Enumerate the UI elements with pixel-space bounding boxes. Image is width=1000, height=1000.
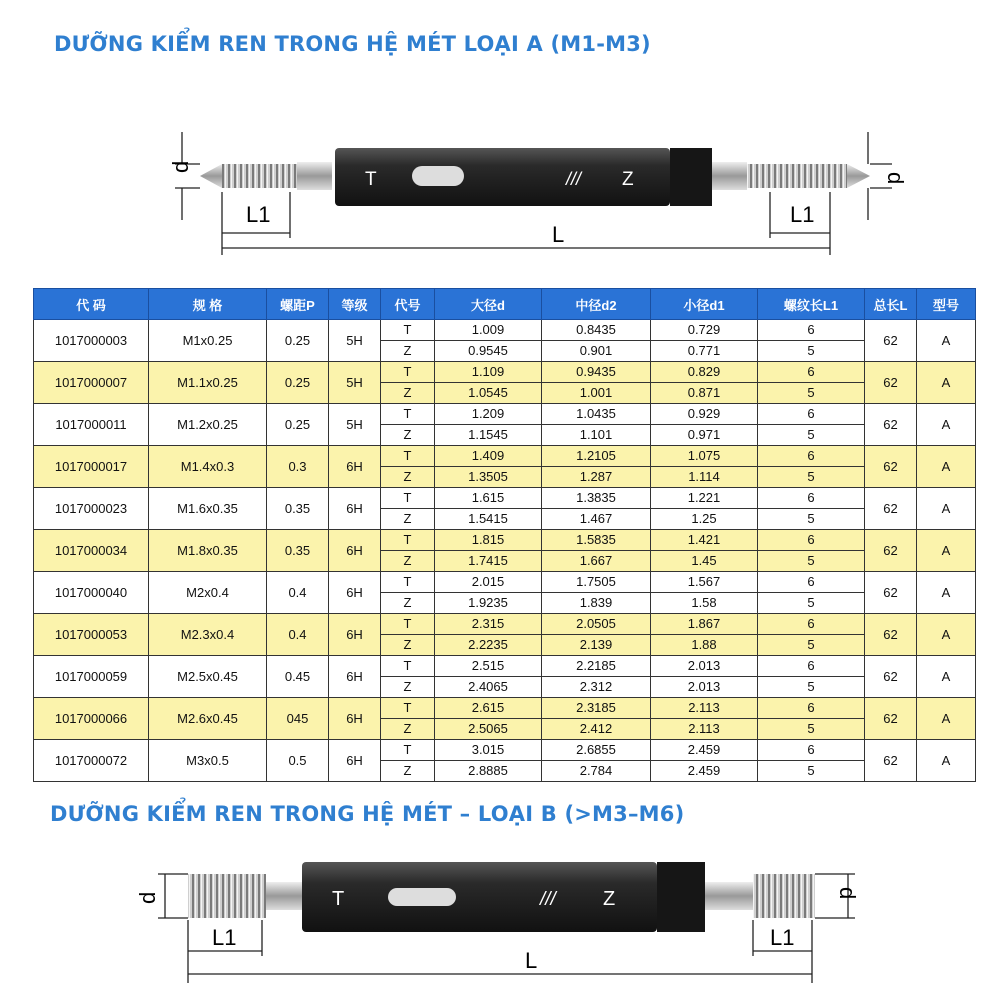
pitch-diameter-cell: 1.667 bbox=[542, 551, 651, 572]
pitch-diameter-cell: 1.7505 bbox=[542, 572, 651, 593]
total-length-cell: 62 bbox=[865, 446, 917, 488]
major-diameter-cell: 1.0545 bbox=[435, 383, 542, 404]
code-cell: 1017000007 bbox=[34, 362, 149, 404]
pitch-diameter-cell: 2.412 bbox=[542, 719, 651, 740]
code-cell: 1017000034 bbox=[34, 530, 149, 572]
designator-cell: T bbox=[381, 698, 435, 719]
major-diameter-cell: 1.815 bbox=[435, 530, 542, 551]
designator-cell: T bbox=[381, 572, 435, 593]
code-cell: 1017000023 bbox=[34, 488, 149, 530]
table-row bbox=[34, 698, 976, 719]
thread-length-cell: 5 bbox=[758, 551, 865, 572]
thread-length-cell: 6 bbox=[758, 530, 865, 551]
thread-length-cell: 6 bbox=[758, 572, 865, 593]
spec-cell: M3x0.5 bbox=[149, 740, 267, 782]
table-row bbox=[34, 740, 976, 761]
go-end-label: T bbox=[365, 169, 377, 190]
total-length-cell: 62 bbox=[865, 530, 917, 572]
pitch-cell: 0.45 bbox=[267, 656, 329, 698]
column-header: 代 码 bbox=[34, 289, 149, 320]
thread-length-cell: 6 bbox=[758, 656, 865, 677]
diameter-label-left: d bbox=[135, 891, 160, 904]
type-cell: A bbox=[917, 404, 976, 446]
major-diameter-cell: 2.4065 bbox=[435, 677, 542, 698]
thread-length-label-right: L1 bbox=[770, 925, 795, 950]
major-diameter-cell: 0.9545 bbox=[435, 341, 542, 362]
nogo-end-label: Z bbox=[622, 169, 634, 190]
nogo-end-label: Z bbox=[603, 888, 616, 910]
thread-length-cell: 5 bbox=[758, 341, 865, 362]
designator-cell: T bbox=[381, 530, 435, 551]
spec-cell: M1.6x0.35 bbox=[149, 488, 267, 530]
major-diameter-cell: 2.8885 bbox=[435, 761, 542, 782]
major-diameter-cell: 2.515 bbox=[435, 656, 542, 677]
minor-diameter-cell: 2.113 bbox=[651, 719, 758, 740]
thread-length-cell: 5 bbox=[758, 719, 865, 740]
major-diameter-cell: 1.3505 bbox=[435, 467, 542, 488]
pitch-cell: 0.25 bbox=[267, 362, 329, 404]
grade-cell: 6H bbox=[329, 698, 381, 740]
minor-diameter-cell: 0.971 bbox=[651, 425, 758, 446]
minor-diameter-cell: 1.421 bbox=[651, 530, 758, 551]
major-diameter-cell: 1.9235 bbox=[435, 593, 542, 614]
column-header: 螺距P bbox=[267, 289, 329, 320]
major-diameter-cell: 1.209 bbox=[435, 404, 542, 425]
thread-length-cell: 5 bbox=[758, 467, 865, 488]
diameter-label-left: d bbox=[168, 160, 193, 173]
table-row bbox=[34, 530, 976, 551]
spec-cell: M2.6x0.45 bbox=[149, 698, 267, 740]
grade-cell: 6H bbox=[329, 446, 381, 488]
go-end-label: T bbox=[332, 888, 345, 910]
type-cell: A bbox=[917, 530, 976, 572]
column-header: 大径d bbox=[435, 289, 542, 320]
code-cell: 1017000066 bbox=[34, 698, 149, 740]
designator-cell: T bbox=[381, 320, 435, 341]
column-header: 代号 bbox=[381, 289, 435, 320]
minor-diameter-cell: 1.221 bbox=[651, 488, 758, 509]
minor-diameter-cell: 0.771 bbox=[651, 341, 758, 362]
total-length-cell: 62 bbox=[865, 404, 917, 446]
designator-cell: Z bbox=[381, 635, 435, 656]
pitch-diameter-cell: 1.2105 bbox=[542, 446, 651, 467]
code-cell: 1017000040 bbox=[34, 572, 149, 614]
designator-cell: Z bbox=[381, 761, 435, 782]
spec-cell: M2.5x0.45 bbox=[149, 656, 267, 698]
designator-cell: Z bbox=[381, 677, 435, 698]
column-header: 中径d2 bbox=[542, 289, 651, 320]
minor-diameter-cell: 1.45 bbox=[651, 551, 758, 572]
total-length-label: L bbox=[552, 222, 565, 247]
minor-diameter-cell: 0.829 bbox=[651, 362, 758, 383]
column-header: 规 格 bbox=[149, 289, 267, 320]
designator-cell: Z bbox=[381, 509, 435, 530]
designator-cell: Z bbox=[381, 551, 435, 572]
pitch-diameter-cell: 1.467 bbox=[542, 509, 651, 530]
type-cell: A bbox=[917, 740, 976, 782]
pitch-diameter-cell: 1.0435 bbox=[542, 404, 651, 425]
pitch-diameter-cell: 1.839 bbox=[542, 593, 651, 614]
thread-length-cell: 5 bbox=[758, 761, 865, 782]
table-row bbox=[34, 320, 976, 341]
type-cell: A bbox=[917, 572, 976, 614]
designator-cell: T bbox=[381, 740, 435, 761]
table-row bbox=[34, 488, 976, 509]
title-type-b: DƯỠNG KIỂM REN TRONG HỆ MÉT – LOẠI B (>M3–M6) bbox=[50, 802, 685, 826]
thread-length-label-left: L1 bbox=[212, 925, 237, 950]
designator-cell: Z bbox=[381, 341, 435, 362]
column-header: 总长L bbox=[865, 289, 917, 320]
type-cell: A bbox=[917, 362, 976, 404]
designator-cell: T bbox=[381, 656, 435, 677]
minor-diameter-cell: 2.113 bbox=[651, 698, 758, 719]
table-row bbox=[34, 572, 976, 593]
thread-length-cell: 6 bbox=[758, 404, 865, 425]
pitch-cell: 0.4 bbox=[267, 572, 329, 614]
column-header: 型号 bbox=[917, 289, 976, 320]
column-header: 等级 bbox=[329, 289, 381, 320]
type-cell: A bbox=[917, 488, 976, 530]
minor-diameter-cell: 2.459 bbox=[651, 761, 758, 782]
pitch-cell: 0.35 bbox=[267, 488, 329, 530]
thread-length-cell: 5 bbox=[758, 677, 865, 698]
pitch-cell: 0.3 bbox=[267, 446, 329, 488]
minor-diameter-cell: 1.58 bbox=[651, 593, 758, 614]
table-row bbox=[34, 404, 976, 425]
major-diameter-cell: 1.7415 bbox=[435, 551, 542, 572]
code-cell: 1017000053 bbox=[34, 614, 149, 656]
thread-length-cell: 6 bbox=[758, 362, 865, 383]
minor-diameter-cell: 2.013 bbox=[651, 656, 758, 677]
minor-diameter-cell: 0.929 bbox=[651, 404, 758, 425]
designator-cell: T bbox=[381, 362, 435, 383]
pitch-cell: 045 bbox=[267, 698, 329, 740]
diameter-label-right: d bbox=[835, 887, 860, 900]
minor-diameter-cell: 1.075 bbox=[651, 446, 758, 467]
pitch-diameter-cell: 1.001 bbox=[542, 383, 651, 404]
column-header: 螺纹长L1 bbox=[758, 289, 865, 320]
pitch-cell: 0.5 bbox=[267, 740, 329, 782]
minor-diameter-cell: 2.459 bbox=[651, 740, 758, 761]
thread-length-label-right: L1 bbox=[790, 202, 815, 227]
total-length-cell: 62 bbox=[865, 740, 917, 782]
grade-cell: 6H bbox=[329, 572, 381, 614]
designator-cell: T bbox=[381, 614, 435, 635]
gauge-b bbox=[188, 862, 815, 932]
thread-length-cell: 6 bbox=[758, 488, 865, 509]
major-diameter-cell: 1.1545 bbox=[435, 425, 542, 446]
minor-diameter-cell: 0.729 bbox=[651, 320, 758, 341]
spec-cell: M1.1x0.25 bbox=[149, 362, 267, 404]
total-length-cell: 62 bbox=[865, 320, 917, 362]
major-diameter-cell: 2.015 bbox=[435, 572, 542, 593]
pitch-diameter-cell: 1.3835 bbox=[542, 488, 651, 509]
table-row bbox=[34, 656, 976, 677]
major-diameter-cell: 3.015 bbox=[435, 740, 542, 761]
table-row bbox=[34, 614, 976, 635]
pitch-cell: 0.35 bbox=[267, 530, 329, 572]
designator-cell: Z bbox=[381, 425, 435, 446]
minor-diameter-cell: 1.567 bbox=[651, 572, 758, 593]
code-cell: 1017000003 bbox=[34, 320, 149, 362]
spec-cell: M2.3x0.4 bbox=[149, 614, 267, 656]
spec-cell: M1.8x0.35 bbox=[149, 530, 267, 572]
pitch-diameter-cell: 1.101 bbox=[542, 425, 651, 446]
total-length-cell: 62 bbox=[865, 698, 917, 740]
thread-length-label-left: L1 bbox=[246, 202, 271, 227]
total-length-cell: 62 bbox=[865, 362, 917, 404]
thread-length-cell: 5 bbox=[758, 635, 865, 656]
pitch-cell: 0.25 bbox=[267, 320, 329, 362]
type-cell: A bbox=[917, 656, 976, 698]
pitch-diameter-cell: 2.312 bbox=[542, 677, 651, 698]
grade-cell: 5H bbox=[329, 362, 381, 404]
pitch-diameter-cell: 2.0505 bbox=[542, 614, 651, 635]
designator-cell: T bbox=[381, 446, 435, 467]
total-length-cell: 62 bbox=[865, 572, 917, 614]
pitch-diameter-cell: 2.6855 bbox=[542, 740, 651, 761]
grade-cell: 5H bbox=[329, 320, 381, 362]
designator-cell: Z bbox=[381, 719, 435, 740]
pitch-diameter-cell: 1.287 bbox=[542, 467, 651, 488]
major-diameter-cell: 1.109 bbox=[435, 362, 542, 383]
minor-diameter-cell: 1.25 bbox=[651, 509, 758, 530]
thread-length-cell: 5 bbox=[758, 383, 865, 404]
code-cell: 1017000059 bbox=[34, 656, 149, 698]
type-cell: A bbox=[917, 320, 976, 362]
total-length-cell: 62 bbox=[865, 488, 917, 530]
mark-label: /// bbox=[566, 169, 582, 189]
major-diameter-cell: 1.409 bbox=[435, 446, 542, 467]
designator-cell: Z bbox=[381, 383, 435, 404]
thread-length-cell: 6 bbox=[758, 320, 865, 341]
pitch-diameter-cell: 2.3185 bbox=[542, 698, 651, 719]
designator-cell: T bbox=[381, 404, 435, 425]
thread-length-cell: 6 bbox=[758, 740, 865, 761]
major-diameter-cell: 2.5065 bbox=[435, 719, 542, 740]
code-cell: 1017000011 bbox=[34, 404, 149, 446]
thread-length-cell: 6 bbox=[758, 698, 865, 719]
pitch-diameter-cell: 0.8435 bbox=[542, 320, 651, 341]
total-length-cell: 62 bbox=[865, 614, 917, 656]
thread-length-cell: 5 bbox=[758, 425, 865, 446]
code-cell: 1017000017 bbox=[34, 446, 149, 488]
total-length-cell: 62 bbox=[865, 656, 917, 698]
pitch-diameter-cell: 0.9435 bbox=[542, 362, 651, 383]
minor-diameter-cell: 2.013 bbox=[651, 677, 758, 698]
grade-cell: 5H bbox=[329, 404, 381, 446]
spec-cell: M2x0.4 bbox=[149, 572, 267, 614]
code-cell: 1017000072 bbox=[34, 740, 149, 782]
minor-diameter-cell: 1.114 bbox=[651, 467, 758, 488]
table-row bbox=[34, 362, 976, 383]
major-diameter-cell: 2.615 bbox=[435, 698, 542, 719]
thread-length-cell: 6 bbox=[758, 446, 865, 467]
minor-diameter-cell: 1.867 bbox=[651, 614, 758, 635]
thread-length-cell: 5 bbox=[758, 593, 865, 614]
designator-cell: Z bbox=[381, 593, 435, 614]
pitch-diameter-cell: 2.784 bbox=[542, 761, 651, 782]
major-diameter-cell: 2.2235 bbox=[435, 635, 542, 656]
spec-cell: M1.2x0.25 bbox=[149, 404, 267, 446]
grade-cell: 6H bbox=[329, 740, 381, 782]
grade-cell: 6H bbox=[329, 656, 381, 698]
major-diameter-cell: 1.5415 bbox=[435, 509, 542, 530]
designator-cell: T bbox=[381, 488, 435, 509]
major-diameter-cell: 1.009 bbox=[435, 320, 542, 341]
type-cell: A bbox=[917, 446, 976, 488]
grade-cell: 6H bbox=[329, 488, 381, 530]
minor-diameter-cell: 0.871 bbox=[651, 383, 758, 404]
gauge-drawing-type-a bbox=[0, 120, 1000, 270]
total-length-label: L bbox=[525, 948, 538, 973]
pitch-diameter-cell: 2.139 bbox=[542, 635, 651, 656]
minor-diameter-cell: 1.88 bbox=[651, 635, 758, 656]
pitch-diameter-cell: 1.5835 bbox=[542, 530, 651, 551]
grade-cell: 6H bbox=[329, 614, 381, 656]
gauge-drawing-type-b bbox=[0, 848, 1000, 998]
diameter-label-right: d bbox=[883, 172, 908, 185]
pitch-diameter-cell: 0.901 bbox=[542, 341, 651, 362]
type-cell: A bbox=[917, 698, 976, 740]
thread-length-cell: 6 bbox=[758, 614, 865, 635]
column-header: 小径d1 bbox=[651, 289, 758, 320]
table-row bbox=[34, 446, 976, 467]
pitch-diameter-cell: 2.2185 bbox=[542, 656, 651, 677]
title-type-a: DƯỠNG KIỂM REN TRONG HỆ MÉT LOẠI A (M1-M3) bbox=[54, 32, 651, 56]
mark-label: /// bbox=[540, 889, 556, 910]
pitch-cell: 0.25 bbox=[267, 404, 329, 446]
spec-table bbox=[33, 288, 976, 782]
thread-length-cell: 5 bbox=[758, 509, 865, 530]
type-cell: A bbox=[917, 614, 976, 656]
spec-cell: M1.4x0.3 bbox=[149, 446, 267, 488]
major-diameter-cell: 2.315 bbox=[435, 614, 542, 635]
spec-cell: M1x0.25 bbox=[149, 320, 267, 362]
designator-cell: Z bbox=[381, 467, 435, 488]
major-diameter-cell: 1.615 bbox=[435, 488, 542, 509]
pitch-cell: 0.4 bbox=[267, 614, 329, 656]
grade-cell: 6H bbox=[329, 530, 381, 572]
